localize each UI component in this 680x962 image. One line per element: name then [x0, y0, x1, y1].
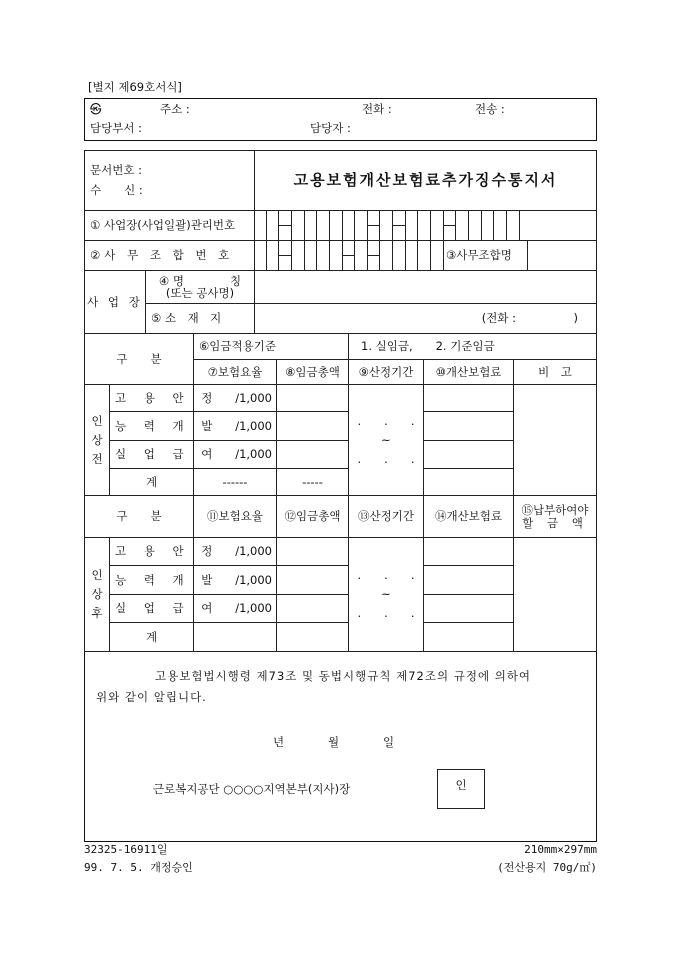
digit-cell[interactable] [254, 210, 267, 240]
rate-header-after: ⑪보험요율 [193, 495, 277, 538]
association-name-label: ③사무조합명 [443, 240, 528, 271]
digit-cell[interactable] [444, 210, 457, 240]
workplace-label: 사 업 장 [84, 270, 146, 334]
period-header-after: ⑬산정기간 [348, 495, 424, 538]
seal-box: 인 [437, 769, 485, 809]
rate-input[interactable]: /1,000 [193, 384, 277, 412]
digit-cell[interactable] [355, 240, 368, 270]
premium-input[interactable] [423, 537, 514, 566]
digit-cell[interactable] [279, 210, 292, 240]
form-title: 고용보험개산보험료추가징수통지서 [254, 150, 597, 211]
wage-total: ----- [276, 468, 349, 496]
item-label: 실 업 급 여 [109, 440, 194, 469]
digit-cell[interactable] [317, 240, 330, 270]
premium-header: ⑩개산보험료 [423, 359, 514, 385]
item-label: 능 력 개 발 [109, 565, 194, 595]
sender-box [84, 98, 597, 141]
item-label: 능 력 개 발 [109, 411, 194, 441]
before-side-label: 인 상 전 [84, 384, 110, 496]
digit-cell[interactable] [381, 240, 394, 270]
workplace-name-label: ④ 명 칭 (또는 공사명) [145, 270, 255, 304]
wage-input[interactable] [276, 594, 349, 623]
item-label: 고 용 안 정 [109, 537, 194, 566]
digit-cell[interactable] [482, 210, 495, 240]
digit-cell[interactable] [431, 210, 444, 240]
digit-cell[interactable] [330, 240, 343, 270]
total-label: 계 [109, 622, 194, 652]
doc-number-field[interactable]: 문서번호 : [90, 163, 142, 177]
separator-dash [393, 225, 405, 226]
rate-total: ------ [193, 468, 277, 496]
digit-cell[interactable] [292, 210, 305, 240]
separator-dash [368, 255, 380, 256]
digit-cell[interactable] [431, 240, 444, 270]
digit-cell[interactable] [279, 240, 292, 270]
payable-amount-header: ⑮납부하여야 할 금 액 [513, 495, 597, 538]
wage-input[interactable] [276, 440, 349, 469]
premium-total[interactable] [423, 622, 514, 652]
digit-cell[interactable] [418, 240, 431, 270]
digit-cell[interactable] [393, 240, 406, 270]
item-label: 실 업 급 여 [109, 594, 194, 623]
rate-input[interactable]: /1,000 [193, 565, 277, 595]
separator-dash [368, 225, 380, 226]
wage-input[interactable] [276, 411, 349, 441]
recipient-field[interactable]: 수 신 : [90, 183, 143, 197]
date-year[interactable]: 년 [273, 735, 285, 749]
footer-approval: 99. 7. 5. 개정승인 [84, 861, 193, 874]
digit-cell[interactable] [355, 210, 368, 240]
digit-cell[interactable] [393, 210, 406, 240]
date-month[interactable]: 월 [328, 735, 340, 749]
digit-cell[interactable] [368, 240, 381, 270]
digit-cell[interactable] [254, 240, 267, 270]
department-field[interactable]: 담당부서 : [90, 121, 142, 135]
separator-dash [279, 225, 291, 226]
separator-dash [279, 255, 291, 256]
association-name-input[interactable] [527, 240, 597, 271]
wage-input[interactable] [276, 565, 349, 595]
notice-line-2: 위와 같이 알립니다. [96, 690, 207, 704]
phone-field[interactable]: 전화 : [362, 102, 392, 116]
period-input[interactable]: . . . ~ . . . [348, 537, 424, 652]
footer-size: 210mm×297mm [524, 843, 597, 856]
premium-input[interactable] [423, 411, 514, 441]
digit-cell[interactable] [406, 240, 419, 270]
period-input[interactable]: . . . ~ . . . [348, 384, 424, 496]
digit-cell[interactable] [305, 240, 318, 270]
workplace-location-label: ⑤ 소 재 지 [145, 303, 255, 334]
wage-total-header-after: ⑫임금총액 [276, 495, 349, 538]
separator-dash [343, 255, 355, 256]
digit-cell[interactable] [406, 210, 419, 240]
remarks-header: 비 고 [513, 359, 597, 385]
wage-basis-label: ⑥임금적용기준 [193, 333, 349, 360]
association-number-input[interactable] [254, 240, 444, 271]
footer-paper: (전산용지 70g/㎡) [497, 861, 597, 874]
workplace-phone[interactable]: (전화 : ) [481, 311, 578, 325]
address-field[interactable]: 주소 : [160, 102, 190, 116]
digit-cell[interactable] [267, 210, 280, 240]
digit-cell[interactable] [456, 210, 469, 240]
remarks-input[interactable] [513, 384, 597, 496]
fax-field[interactable]: 전송 : [475, 102, 505, 116]
management-number-input[interactable] [254, 210, 597, 241]
digit-cell[interactable] [292, 240, 305, 270]
category-header: 구 분 [84, 333, 194, 385]
date-day[interactable]: 일 [383, 735, 395, 749]
notice-line-1: 고용보험법시행령 제73조 및 동법시행규칙 제72조의 규정에 의하여 [155, 669, 532, 683]
digit-cell[interactable] [317, 210, 330, 240]
premium-input[interactable] [423, 565, 514, 595]
wage-input[interactable] [276, 384, 349, 412]
digit-cell[interactable] [381, 210, 394, 240]
digit-cell[interactable] [507, 210, 520, 240]
digit-cell[interactable] [305, 210, 318, 240]
management-number-label: ① 사업장(사업일괄)관리번호 [84, 210, 255, 241]
association-number-label: ②사 무 조 합 번 호 [84, 240, 255, 271]
issuer: 근로복지공단 ○○○○지역본부(지사)장 [153, 782, 351, 796]
wage-basis-options[interactable]: 1. 실임금, 2. 기준임금 [348, 333, 597, 360]
total-label: 계 [109, 468, 194, 496]
person-field[interactable]: 담당자 : [310, 121, 351, 135]
workplace-location-input[interactable] [254, 303, 597, 334]
form-id: [별지 제69호서식] [88, 80, 182, 94]
premium-header-after: ⑭개산보험료 [423, 495, 514, 538]
wage-input[interactable] [276, 537, 349, 566]
premium-input[interactable] [423, 594, 514, 623]
premium-input[interactable] [423, 440, 514, 469]
rate-input[interactable]: /1,000 [193, 594, 277, 623]
workplace-name-input[interactable] [254, 270, 597, 304]
payable-amount-input[interactable] [513, 537, 597, 652]
digit-cell[interactable] [368, 210, 381, 240]
digit-cell[interactable] [343, 210, 356, 240]
digit-cell[interactable] [343, 240, 356, 270]
after-side-label: 인 상 후 [84, 537, 110, 652]
footer-code: 32325-16911일 [84, 843, 168, 856]
wage-total-header: ⑧임금총액 [276, 359, 349, 385]
digit-cell[interactable] [494, 210, 507, 240]
seal-mark: ㉿ [90, 102, 102, 116]
rate-input[interactable]: /1,000 [193, 411, 277, 441]
period-header: ⑨산정기간 [348, 359, 424, 385]
separator-dash [444, 225, 456, 226]
rate-input[interactable]: /1,000 [193, 440, 277, 469]
rate-total[interactable] [193, 622, 277, 652]
doc-info-cell [84, 150, 255, 211]
digit-cell[interactable] [418, 210, 431, 240]
premium-total[interactable] [423, 468, 514, 496]
item-label: 고 용 안 정 [109, 384, 194, 412]
premium-input[interactable] [423, 384, 514, 412]
wage-total[interactable] [276, 622, 349, 652]
category-header-after: 구 분 [84, 495, 194, 538]
digit-cell[interactable] [267, 240, 280, 270]
rate-header: ⑦보험요율 [193, 359, 277, 385]
digit-cell[interactable] [330, 210, 343, 240]
digit-cell[interactable] [469, 210, 482, 240]
rate-input[interactable]: /1,000 [193, 537, 277, 566]
